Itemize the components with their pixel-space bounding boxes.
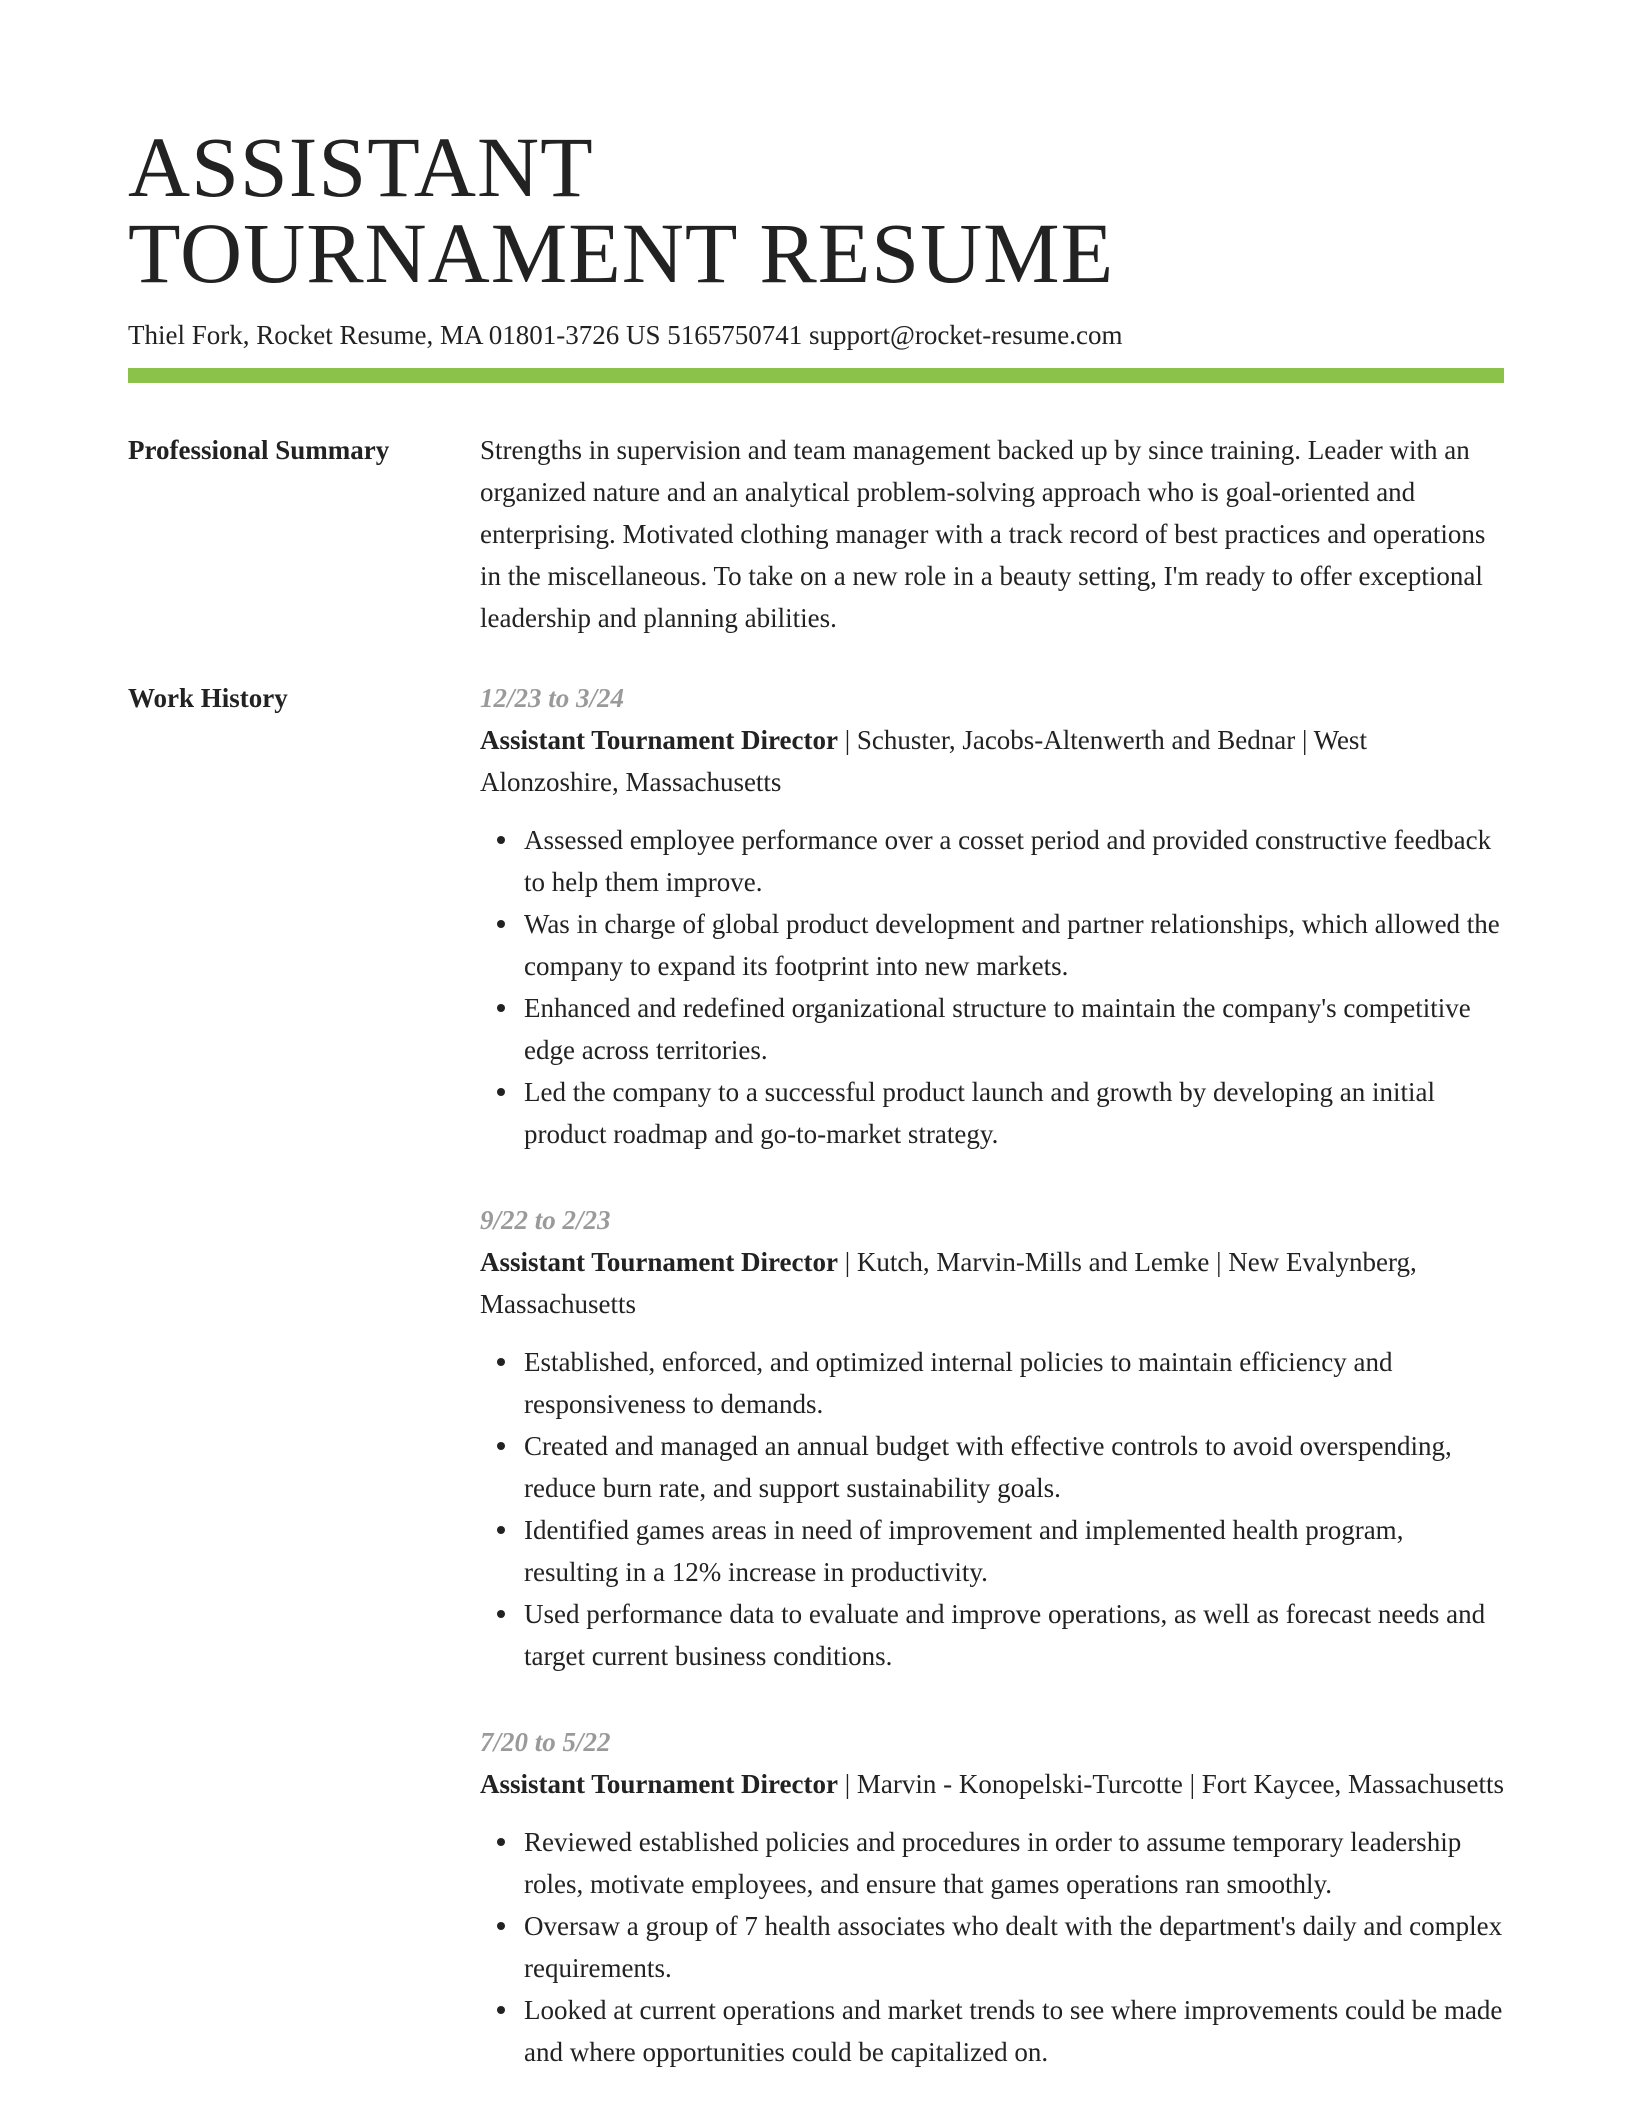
resume-title	[128, 0, 1504, 301]
job-title: Assistant Tournament Director	[480, 725, 839, 755]
section-label-summary: Professional Summary	[128, 435, 390, 465]
job-bullet: Was in charge of global product development and partner relationships, which allowed the company to expand its footprint into new markets.	[524, 903, 1504, 987]
job-entry	[480, 677, 1504, 1155]
title-line-1: ASSISTANT	[128, 119, 594, 215]
job-title: Assistant Tournament Director	[480, 1769, 839, 1799]
summary-text: Strengths in supervision and team management backed up by since training. Leader with an organized nature and an analytical problem-solving approach who is goal-oriented and enterprising. Motivated clothing manager with a track record of best practices and operations in the miscellaneous. To take on a new role in a beauty setting, I'm ready to offer exceptional leadership and planning abilities.	[480, 435, 1486, 633]
job-title: Assistant Tournament Director	[480, 1247, 839, 1277]
job-details: | Marvin - Konopelski-Turcotte | Fort Kaycee, Massachusetts	[838, 1769, 1504, 1799]
job-bullet: Looked at current operations and market trends to see where improvements could be made and where opportunities could be capitalized on.	[524, 1989, 1504, 2073]
job-entry	[480, 1199, 1504, 1677]
accent-divider	[128, 368, 1504, 383]
job-heading	[480, 1763, 1504, 1805]
job-heading	[480, 1241, 1504, 1325]
job-bullet: Used performance data to evaluate and improve operations, as well as forecast needs and target current business conditions.	[524, 1593, 1504, 1677]
job-bullet: Established, enforced, and optimized internal policies to maintain efficiency and responsiveness to demands.	[524, 1341, 1504, 1425]
job-bullet: Created and managed an annual budget with effective controls to avoid overspending, reduce burn rate, and support sustainability goals.	[524, 1425, 1504, 1509]
summary-body	[480, 429, 1504, 639]
job-details: | Schuster, Jacobs-Altenwerth and Bednar | West Alonzoshire, Massachusetts	[480, 725, 1367, 797]
work-history-body	[480, 677, 1504, 2117]
job-bullet: Oversaw a group of 7 health associates who dealt with the department's daily and complex requirements.	[524, 1905, 1504, 1989]
contact-line: Thiel Fork, Rocket Resume, MA 01801-3726 US 5165750741 support@rocket-resume.com	[128, 320, 1123, 350]
job-dates: 9/22 to 2/23	[480, 1205, 611, 1235]
work-history-section	[128, 677, 1504, 2117]
job-bullet: Assessed employee performance over a cosset period and provided constructive feedback to help them improve.	[524, 819, 1504, 903]
job-bullets	[480, 1821, 1504, 2073]
job-bullet: Led the company to a successful product launch and growth by developing an initial product roadmap and go-to-market strategy.	[524, 1071, 1504, 1155]
job-bullets	[480, 1341, 1504, 1677]
job-details: | Kutch, Marvin-Mills and Lemke | New Evalynberg, Massachusetts	[480, 1247, 1417, 1319]
section-label-work: Work History	[128, 683, 288, 713]
job-bullet: Reviewed established policies and procedures in order to assume temporary leadership roles, motivate employees, and ensure that games operations ran smoothly.	[524, 1821, 1504, 1905]
job-dates: 7/20 to 5/22	[480, 1727, 611, 1757]
job-dates: 12/23 to 3/24	[480, 683, 625, 713]
title-line-2: TOURNAMENT RESUME	[128, 205, 1115, 301]
job-bullet: Enhanced and redefined organizational structure to maintain the company's competitive edge across territories.	[524, 987, 1504, 1071]
job-heading	[480, 719, 1504, 803]
professional-summary-section	[128, 429, 1504, 639]
job-bullets	[480, 819, 1504, 1155]
job-entry	[480, 1721, 1504, 2073]
resume-page	[128, 0, 1504, 2117]
job-bullet: Identified games areas in need of improvement and implemented health program, resulting in a 12% increase in productivity.	[524, 1509, 1504, 1593]
